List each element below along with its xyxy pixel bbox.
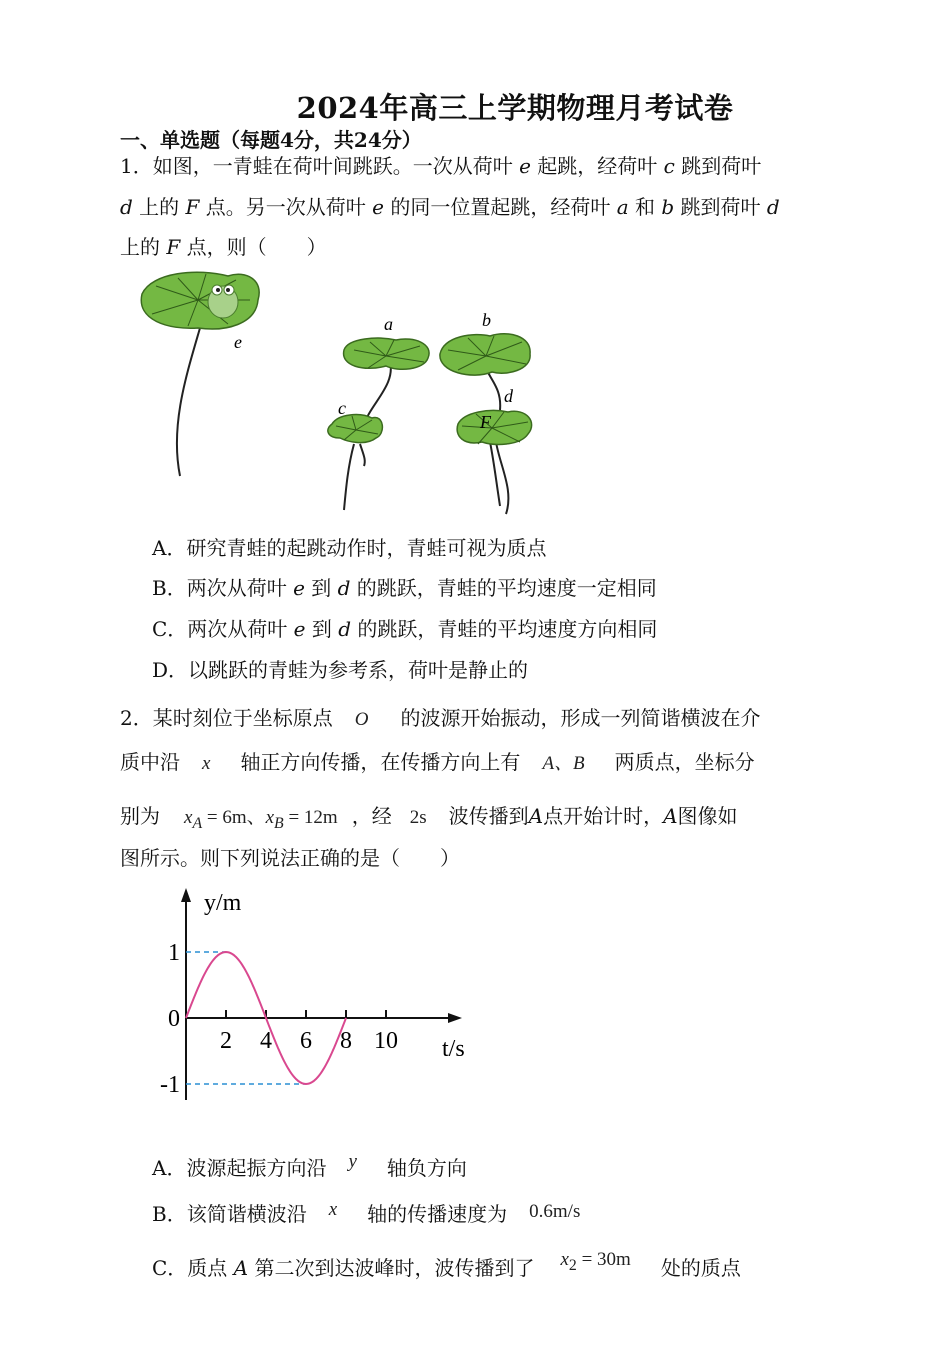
x-tick-label: 10 bbox=[374, 1028, 398, 1054]
y-axis-arrow-icon bbox=[181, 888, 191, 902]
y-axis-label: y/m bbox=[204, 890, 242, 916]
section-heading: 一、单选题（每题4分，共24分） bbox=[120, 128, 422, 152]
q1-line-3: 上的 F 点，则（ ） bbox=[120, 235, 327, 259]
x-tick-label: 6 bbox=[300, 1028, 312, 1054]
q1-line-2: d 上的 F 点。另一次从荷叶 e 的同一位置起跳，经荷叶 a 和 b 跳到荷叶 d bbox=[120, 195, 780, 219]
q2-line-4: 图所示。则下列说法正确的是（ ） bbox=[120, 846, 460, 870]
x-axis-label: t/s bbox=[442, 1036, 465, 1062]
y-tick-label: -1 bbox=[160, 1072, 180, 1098]
q1-line-1: 1．如图，一青蛙在荷叶间跳跃。一次从荷叶 e 起跳，经荷叶 c 跳到荷叶 bbox=[120, 154, 762, 178]
x-tick-label: 4 bbox=[260, 1028, 272, 1054]
frog-icon bbox=[208, 285, 238, 318]
q1-option-c: C．两次从荷叶 e 到 d 的跳跃，青蛙的平均速度方向相同 bbox=[152, 617, 658, 641]
q2-option-b: B．该简谐横波沿 x 轴的传播速度为 0.6m/s bbox=[152, 1199, 581, 1226]
y-tick-label: 0 bbox=[168, 1006, 180, 1032]
label-d: d bbox=[504, 386, 513, 406]
lily-pad-figure bbox=[128, 266, 548, 520]
q2-line-2: 质中沿 x 轴正方向传播，在传播方向上有 A、B 两质点，坐标分 bbox=[120, 750, 755, 774]
q2-option-c: C．质点 A 第二次到达波峰时，波传播到了 $x_2 = 30m$ 处的质点 bbox=[152, 1249, 741, 1280]
x-axis-arrow-icon bbox=[448, 1013, 462, 1023]
x-tick-label: 8 bbox=[340, 1028, 352, 1054]
q1-option-a: A．研究青蛙的起跳动作时，青蛙可视为质点 bbox=[152, 536, 547, 560]
q2-line-3: 别为 $x_A = 6m$、$x_B = 12m$ ，经 2s 波传播到A点开始计时，A图像如 bbox=[120, 804, 738, 832]
page-title: 2024年高三上学期物理月考试卷 bbox=[296, 91, 734, 125]
y-tick-label: 1 bbox=[168, 940, 180, 966]
label-a: a bbox=[384, 314, 393, 334]
q2-line-1: 2．某时刻位于坐标原点 O 的波源开始振动，形成一列简谐横波在介 bbox=[120, 706, 761, 730]
label-e: e bbox=[234, 332, 242, 352]
q1-option-b: B．两次从荷叶 e 到 d 的跳跃，青蛙的平均速度一定相同 bbox=[152, 576, 657, 600]
label-c: c bbox=[338, 398, 346, 418]
wave-chart bbox=[150, 880, 490, 1110]
label-F: F bbox=[480, 412, 491, 432]
label-b: b bbox=[482, 310, 491, 330]
x-tick-label: 2 bbox=[220, 1028, 232, 1054]
q1-option-d: D．以跳跃的青蛙为参考系，荷叶是静止的 bbox=[152, 658, 529, 682]
q2-option-a: A．波源起振方向沿 y 轴负方向 bbox=[152, 1151, 467, 1180]
